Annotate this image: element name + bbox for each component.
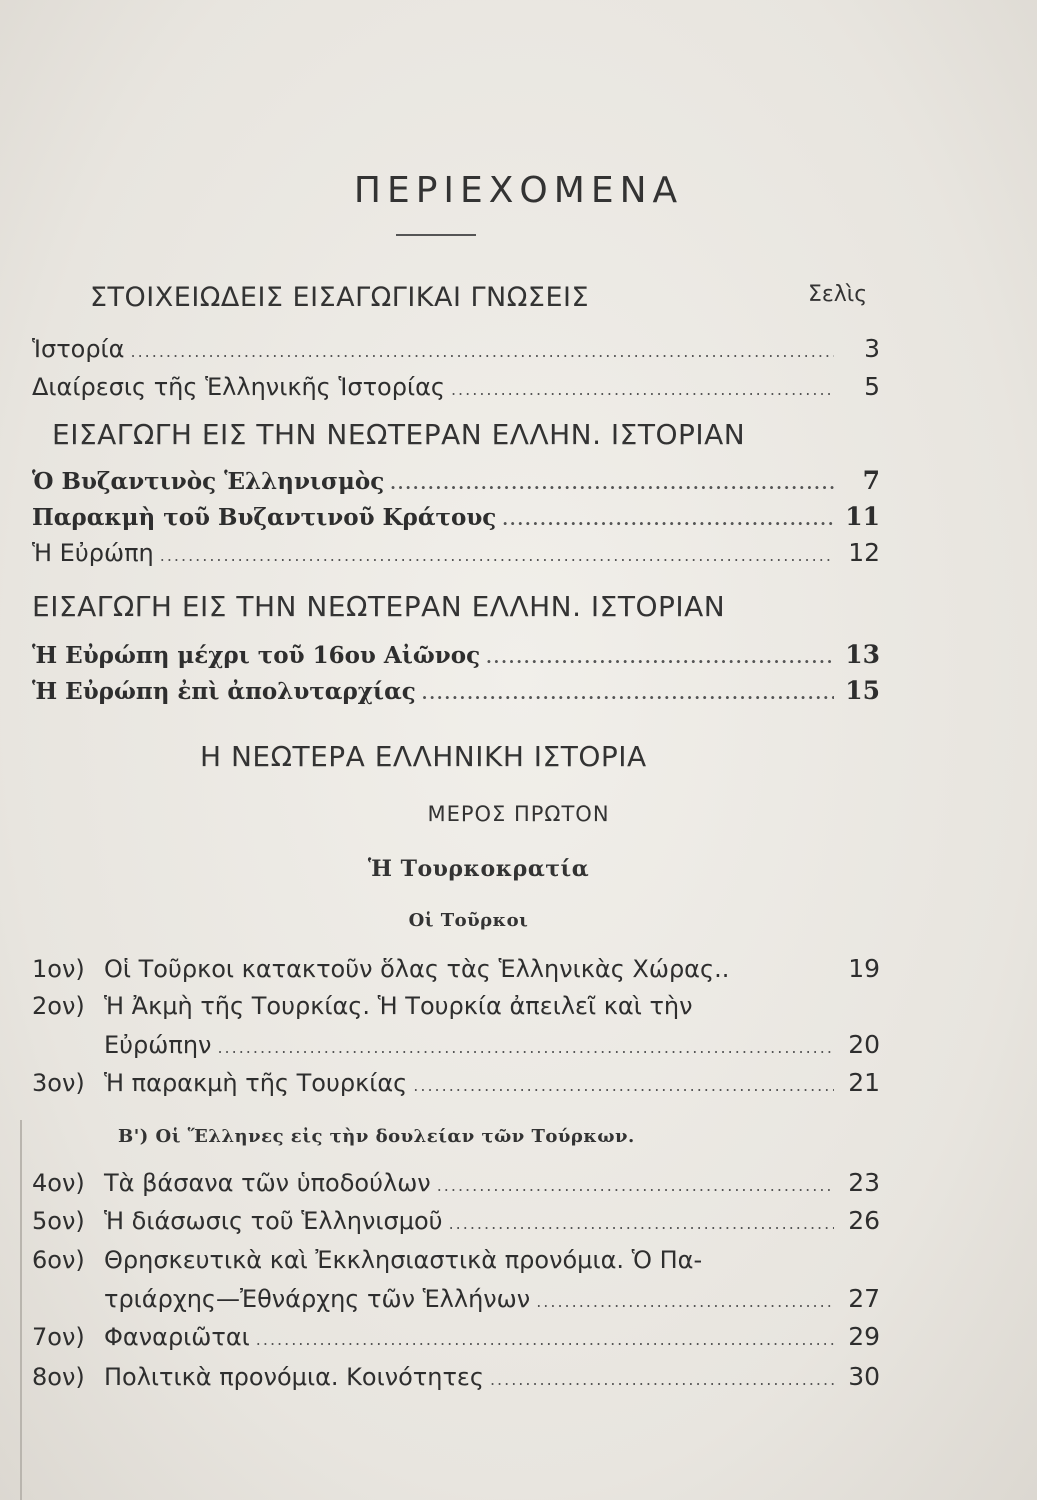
- entry-number: 5ον): [32, 1207, 85, 1235]
- leader-dots: [536, 1292, 834, 1311]
- toc-entry: [32, 676, 880, 705]
- leader-dots: [160, 546, 834, 565]
- entry-number: 6ον): [32, 1246, 85, 1274]
- page-number: 29: [848, 1322, 880, 1351]
- toc-entry-continuation: [104, 1030, 880, 1059]
- page-number: 13: [845, 640, 880, 669]
- toc-entry: [32, 1068, 880, 1097]
- leader-dots: [217, 1038, 834, 1057]
- entry-title-continued: Εὐρώπην: [104, 1031, 212, 1059]
- toc-entry: [32, 538, 880, 567]
- leader-dots: [486, 648, 834, 667]
- toc-entry: [32, 502, 880, 531]
- entry-title-continued: τριάρχης—Ἐθνάρχης τῶν Ἑλλήνων: [104, 1285, 531, 1313]
- toc-entry: [32, 992, 880, 1020]
- entry-title: Θρησκευτικὰ καὶ Ἐκκλησιαστικὰ προνόμια. Ὁ Πα-: [104, 1246, 703, 1274]
- section-heading-intro: ΣΤΟΙΧΕΙΩΔΕΙΣ ΕΙΣΑΓΩΓΙΚΑΙ ΓΝΩΣΕΙΣ: [90, 282, 590, 313]
- page-number: 23: [848, 1168, 880, 1197]
- page-edge-line: [20, 1120, 22, 1500]
- page-number: 26: [848, 1206, 880, 1235]
- toc-entry: [32, 1246, 880, 1274]
- entry-title: Τὰ βάσανα τῶν ὑποδούλων: [104, 1169, 431, 1197]
- entry-title: Ἱστορία: [32, 335, 125, 363]
- page-number: 3: [864, 334, 880, 363]
- page-column-label: Σελὶς: [808, 282, 868, 307]
- toc-entry: [32, 1168, 880, 1197]
- entry-title: Πολιτικὰ προνόμια. Κοινότητες: [104, 1363, 484, 1391]
- page-number: 11: [845, 502, 880, 531]
- toc-entry: [32, 466, 880, 495]
- entry-number: 7ον): [32, 1323, 85, 1351]
- page-number: 7: [862, 466, 880, 495]
- leader-dots: [502, 510, 834, 529]
- page-number: 5: [864, 372, 880, 401]
- part-heading: Η ΝΕΩΤΕΡΑ ΕΛΛΗΝΙΚΗ ΙΣΤΟΡΙΑ: [200, 740, 647, 773]
- leader-dots: [490, 1370, 834, 1389]
- toc-entry: [32, 1322, 880, 1351]
- entry-title: Φαναριῶται: [104, 1323, 250, 1351]
- entry-title: Ἡ Εὐρώπη: [32, 539, 154, 567]
- entry-title: Ἡ Ἀκμὴ τῆς Τουρκίας. Ἡ Τουρκία ἀπειλεῖ καὶ τὴν: [104, 992, 693, 1020]
- page-number: 27: [848, 1284, 880, 1313]
- group-a-heading: Οἱ Τοῦρκοι: [408, 910, 529, 931]
- page-number: 19: [848, 954, 880, 983]
- entry-title: Παρακμὴ τοῦ Βυζαντινοῦ Κράτους: [32, 504, 497, 531]
- leader-dots: [390, 474, 834, 493]
- entry-number: 3ον): [32, 1069, 85, 1097]
- toc-entry: [32, 1362, 880, 1391]
- title-divider: [396, 234, 476, 236]
- entry-number: 8ον): [32, 1363, 85, 1391]
- leader-dots: [449, 1214, 834, 1233]
- toc-entry-continuation: [104, 1284, 880, 1313]
- entry-title: Διαίρεσις τῆς Ἑλληνικῆς Ἱστορίας: [32, 373, 445, 401]
- entry-title: Ἡ Εὐρώπη μέχρι τοῦ 16ου Αἰῶνος: [32, 642, 481, 669]
- part-subheading: ΜΕΡΟΣ ΠΡΩΤΟΝ: [427, 802, 610, 826]
- entry-title: Ἡ παρακμὴ τῆς Τουρκίας: [104, 1069, 408, 1097]
- page-title: ΠΕΡΙΕΧΟΜΕΝΑ: [353, 170, 684, 211]
- section-heading-introduction-2: ΕΙΣΑΓΩΓΗ ΕΙΣ ΤΗΝ ΝΕΩΤΕΡΑΝ ΕΛΛΗΝ. ΙΣΤΟΡΙΑΝ: [32, 590, 726, 623]
- leader-dots: [131, 342, 835, 361]
- entry-number: 2ον): [32, 992, 85, 1020]
- page-number: 20: [848, 1030, 880, 1059]
- toc-entry: [32, 1206, 880, 1235]
- leader-dots: [413, 1076, 834, 1095]
- chapter-heading: Ἡ Τουρκοκρατία: [367, 856, 590, 882]
- page-number: 21: [848, 1068, 880, 1097]
- leader-dots: [451, 380, 834, 399]
- section-heading-introduction-1: ΕΙΣΑΓΩΓΗ ΕΙΣ ΤΗΝ ΝΕΩΤΕΡΑΝ ΕΛΛΗΝ. ΙΣΤΟΡΙΑΝ: [52, 418, 746, 451]
- leader-dots: [422, 684, 834, 703]
- entry-title: Ὁ Βυζαντινὸς Ἑλληνισμὸς: [32, 468, 385, 495]
- entry-number: 1ον): [32, 955, 85, 983]
- leader-dots: [437, 1176, 834, 1195]
- entry-title: Ἡ Εὐρώπη ἐπὶ ἀπολυταρχίας: [32, 678, 416, 705]
- leader-dots: [256, 1330, 834, 1349]
- toc-entry: [32, 954, 880, 983]
- entry-number: 4ον): [32, 1169, 85, 1197]
- entry-title: Ἡ διάσωσις τοῦ Ἑλληνισμοῦ: [104, 1207, 443, 1235]
- page-number: 12: [848, 538, 880, 567]
- page-number: 30: [848, 1362, 880, 1391]
- toc-entry: [32, 640, 880, 669]
- entry-title: Οἱ Τοῦρκοι κατακτοῦν ὅλας τὰς Ἑλληνικὰς Χώρας..: [104, 955, 730, 983]
- toc-entry: [32, 372, 880, 401]
- toc-entry: [32, 334, 880, 363]
- group-b-heading: Β') Οἱ Ἕλληνες εἰς τὴν δουλείαν τῶν Τούρκων.: [118, 1126, 635, 1147]
- page-number: 15: [845, 676, 880, 705]
